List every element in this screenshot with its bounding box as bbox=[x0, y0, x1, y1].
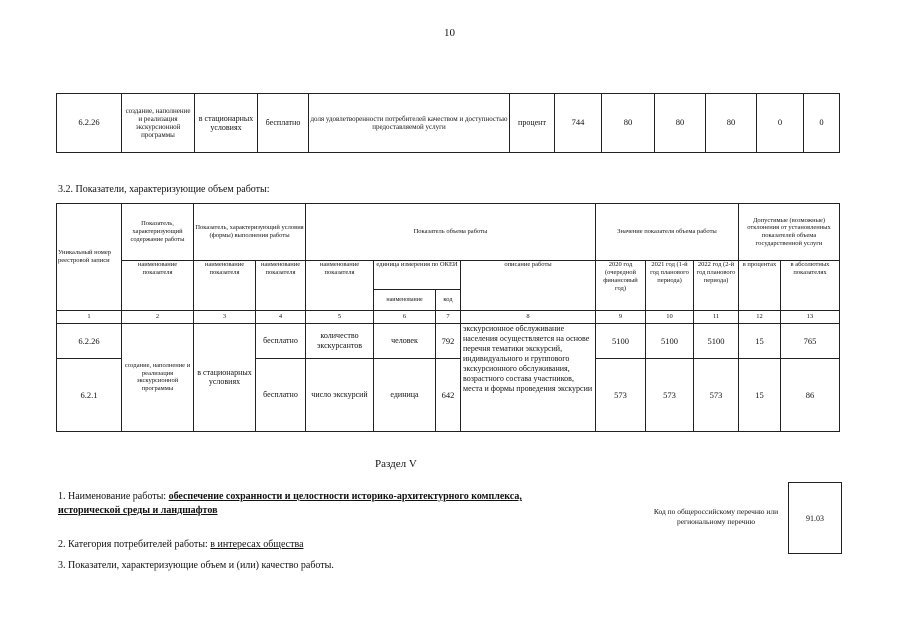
col-number: 13 bbox=[781, 311, 840, 323]
deviation-absolute: 0 bbox=[804, 94, 840, 153]
value-2022: 80 bbox=[706, 94, 757, 153]
deviation-percent: 15 bbox=[739, 359, 781, 432]
work-content: создание, наполнение и реализация экскурсионной программы bbox=[122, 323, 194, 431]
year-2020-header: 2020 год (очередной финансовый год) bbox=[596, 261, 646, 311]
work-name-line bbox=[58, 490, 638, 518]
deviation-percent: 0 bbox=[757, 94, 804, 153]
unit-code-header: код bbox=[436, 290, 461, 311]
payment-form: бесплатно bbox=[256, 323, 306, 358]
content-name-header: наименование показателя bbox=[122, 261, 194, 311]
percent-header: в процентах bbox=[739, 261, 781, 311]
registry-code: 6.2.26 bbox=[57, 323, 122, 358]
okei-code: 792 bbox=[436, 323, 461, 358]
work-content: создание, наполнение и реализация экскурсионной программы bbox=[122, 94, 195, 153]
value-2021: 573 bbox=[646, 359, 694, 432]
work-name-value: обеспечение сохранности и целостности историко-архитектурного комплекса, bbox=[168, 491, 522, 502]
deviation-absolute: 765 bbox=[781, 323, 840, 358]
okei-code: 744 bbox=[555, 94, 602, 153]
payment-form: бесплатно bbox=[256, 359, 306, 432]
unit-name: человек bbox=[374, 323, 436, 358]
quality-table-fragment bbox=[56, 93, 840, 153]
deviation-group-header: Допустимые (возможные) отклонения от установленных показателей объема государственной услуги bbox=[739, 204, 840, 261]
consumer-category-value: в интересах общества bbox=[210, 539, 304, 550]
work-description: экскурсионное обслуживание населения осуществляется на основе перечня тематики экскурсий, индивидуального и группового экскурсионного обслуживания, возрастного состава участников, места и формы проведения экскурсии bbox=[461, 323, 596, 431]
section-32-title: 3.2. Показатели, характеризующие объем работы: bbox=[58, 184, 270, 195]
header-row bbox=[57, 261, 840, 290]
payment-form: бесплатно bbox=[258, 94, 309, 153]
volume-name-header: наименование показателя bbox=[306, 261, 374, 311]
value-2022: 573 bbox=[694, 359, 739, 432]
year-2022-header: 2022 год (2-й год планового периода) bbox=[694, 261, 739, 311]
content-group-header: Показатель, характеризующий содержание работы bbox=[122, 204, 194, 261]
conditions-name-header-2: наименование показателя bbox=[256, 261, 306, 311]
col-number: 1 bbox=[57, 311, 122, 323]
deviation-absolute: 86 bbox=[781, 359, 840, 432]
work-conditions: в стационарных условиях bbox=[195, 94, 258, 153]
deviation-percent: 15 bbox=[739, 323, 781, 358]
column-numbers-row bbox=[57, 311, 840, 323]
value-2021: 5100 bbox=[646, 323, 694, 358]
unit-group-header: единица измерения по ОКЕИ bbox=[374, 261, 461, 290]
okei-code: 642 bbox=[436, 359, 461, 432]
col-number: 7 bbox=[436, 311, 461, 323]
col-number: 3 bbox=[194, 311, 256, 323]
value-2022: 5100 bbox=[694, 323, 739, 358]
table-row bbox=[57, 323, 840, 358]
work-conditions: в стационарных условиях bbox=[194, 323, 256, 431]
code-value: 91.03 bbox=[806, 513, 824, 523]
col-number: 11 bbox=[694, 311, 739, 323]
indicators-heading: 3. Показатели, характеризующие объем и (или) качество работы. bbox=[58, 560, 334, 571]
value-2021: 80 bbox=[655, 94, 706, 153]
absolute-header: в абсолютных показателях bbox=[781, 261, 840, 311]
work-name-value-continued: исторической среды и ландшафтов bbox=[58, 505, 218, 516]
code-label: Код по общероссийскому перечню или региональному перечню bbox=[653, 507, 779, 526]
volume-table bbox=[56, 203, 840, 432]
consumer-category-label: 2. Категория потребителей работы: bbox=[58, 539, 211, 550]
value-group-header: Значение показателя объема работы bbox=[596, 204, 739, 261]
conditions-group-header: Показатель, характеризующий условия (формы) выполнения работы bbox=[194, 204, 306, 261]
col-number: 2 bbox=[122, 311, 194, 323]
code-value-box bbox=[788, 482, 842, 554]
col-number: 9 bbox=[596, 311, 646, 323]
unit-name: единица bbox=[374, 359, 436, 432]
year-2021-header: 2021 год (1-й год планового периода) bbox=[646, 261, 694, 311]
quality-indicator: доля удовлетворенности потребителей качеством и доступностью предоставляемой услуги bbox=[309, 94, 510, 153]
registry-code: 6.2.26 bbox=[57, 94, 122, 153]
table-row bbox=[57, 94, 840, 153]
value-2020: 80 bbox=[602, 94, 655, 153]
section-title: Раздел V bbox=[375, 458, 417, 470]
col-number: 10 bbox=[646, 311, 694, 323]
volume-indicator: количество экскурсантов bbox=[306, 323, 374, 358]
col-number: 8 bbox=[461, 311, 596, 323]
registry-header: Уникальный номер реестровой записи bbox=[57, 204, 122, 311]
conditions-name-header: наименование показателя bbox=[194, 261, 256, 311]
value-2020: 573 bbox=[596, 359, 646, 432]
volume-group-header: Показатель объема работы bbox=[306, 204, 596, 261]
header-row bbox=[57, 204, 840, 261]
unit-name-header: наименование bbox=[374, 290, 436, 311]
col-number: 6 bbox=[374, 311, 436, 323]
unit-name: процент bbox=[510, 94, 555, 153]
work-name-label: 1. Наименование работы: bbox=[58, 491, 169, 502]
consumer-category-line bbox=[58, 539, 304, 550]
col-number: 12 bbox=[739, 311, 781, 323]
col-number: 5 bbox=[306, 311, 374, 323]
col-number: 4 bbox=[256, 311, 306, 323]
volume-indicator: число экскурсий bbox=[306, 359, 374, 432]
work-description-header: описание работы bbox=[461, 261, 596, 311]
page-number: 10 bbox=[444, 27, 455, 39]
value-2020: 5100 bbox=[596, 323, 646, 358]
registry-code: 6.2.1 bbox=[57, 359, 122, 432]
